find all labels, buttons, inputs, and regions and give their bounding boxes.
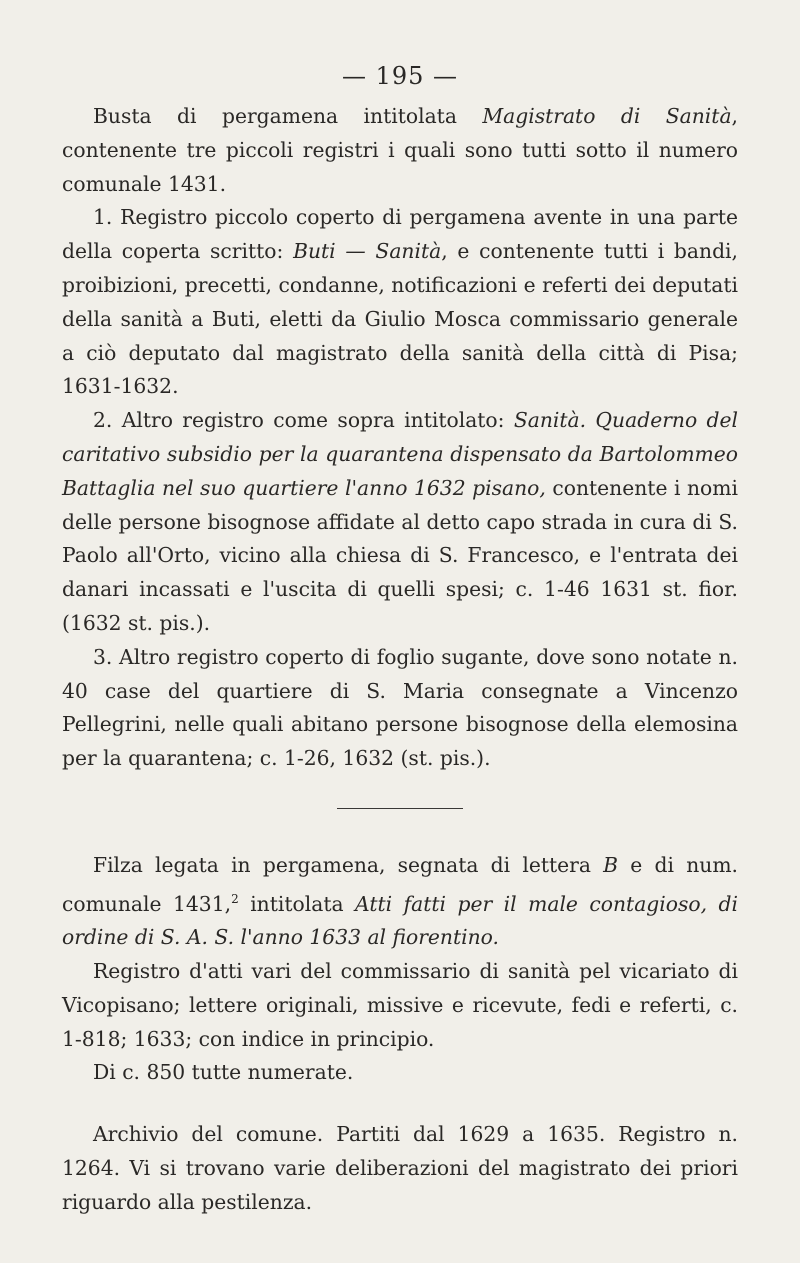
section1-intro (62, 100, 738, 201)
filza-title: Atti fatti per il male contagioso, di ordine di S. A. S. l'anno 1633 al fiorentino. (62, 891, 738, 950)
footnote-ref: 2 (231, 891, 239, 906)
carte-count-paragraph: Di c. 850 tutte numerate. (93, 1060, 354, 1085)
filza-paragraph (62, 849, 738, 955)
item2-text-a: 2. Altro registro come sopra intitolato: (93, 408, 514, 433)
page-number: — 195 — (341, 62, 459, 90)
filza-text-b: e di num. comunale 1431, (62, 852, 738, 916)
filza-text-a: Filza legata in pergamena, segnata di lettera (93, 852, 604, 877)
register-item-2 (62, 404, 738, 641)
item2-text-b: contenente i nomi delle persone bisognose affidate al detto capo strada in cura di S. Paolo all'Orto, vicino alla chiesa di S. Francesco, e l'entrata dei danari incassati e l'uscita di quelli spesi; c. 1-46 1631 st. fior. (1632 st. pis.). (62, 475, 738, 635)
filza-letter: B (603, 852, 619, 877)
item2-title: Sanità. Quaderno del caritativo subsidio per la quarantena dispensato da Bartolommeo Battaglia nel suo quartiere l'anno 1632 pisano, (62, 408, 738, 500)
item1-title: Buti — Sanità (293, 239, 442, 264)
filza-text-c: intitolata (238, 891, 356, 916)
archivio-paragraph: Archivio del comune. Partiti dal 1629 a 1635. Registro n. 1264. Vi si trovano varie deliberazioni del magistrato dei priori riguardo alla pestilenza. (62, 1122, 738, 1214)
registro-atti-paragraph: Registro d'atti vari del commissario di sanità pel vicariato di Vicopisano; lettere originali, missive e ricevute, fedi e referti, c. 1-818; 1633; con indice in principio. (62, 959, 738, 1051)
intro-title: Magistrato di Sanità (482, 104, 732, 128)
intro-text-b: , contenente tre piccoli registri i quali sono tutti sotto il numero comunale 1431. (62, 104, 738, 196)
section-divider (337, 808, 463, 809)
item1-text-b: , e contenente tutti i bandi, proibizioni, precetti, condanne, notificazioni e referti dei deputati della sanità a Buti, eletti da Giulio Mosca commissario generale a ciò deputato dal magistrato della sanità della città di Pisa; 1631-1632. (62, 239, 738, 399)
intro-text-a: Busta di pergamena intitolata (93, 104, 483, 128)
register-item-1 (62, 201, 738, 404)
register-item-3: 3. Altro registro coperto di foglio sugante, dove sono notate n. 40 case del quartiere di S. Maria consegnate a Vincenzo Pellegrini, nelle quali abitano persone bisognose della elemosina per la quarantena; c. 1-26, 1632 (st. pis.). (62, 644, 738, 771)
document-body (62, 100, 738, 1220)
item1-text-a: 1. Registro piccolo coperto di pergamena avente in una parte della coperta scritto: (62, 205, 738, 264)
